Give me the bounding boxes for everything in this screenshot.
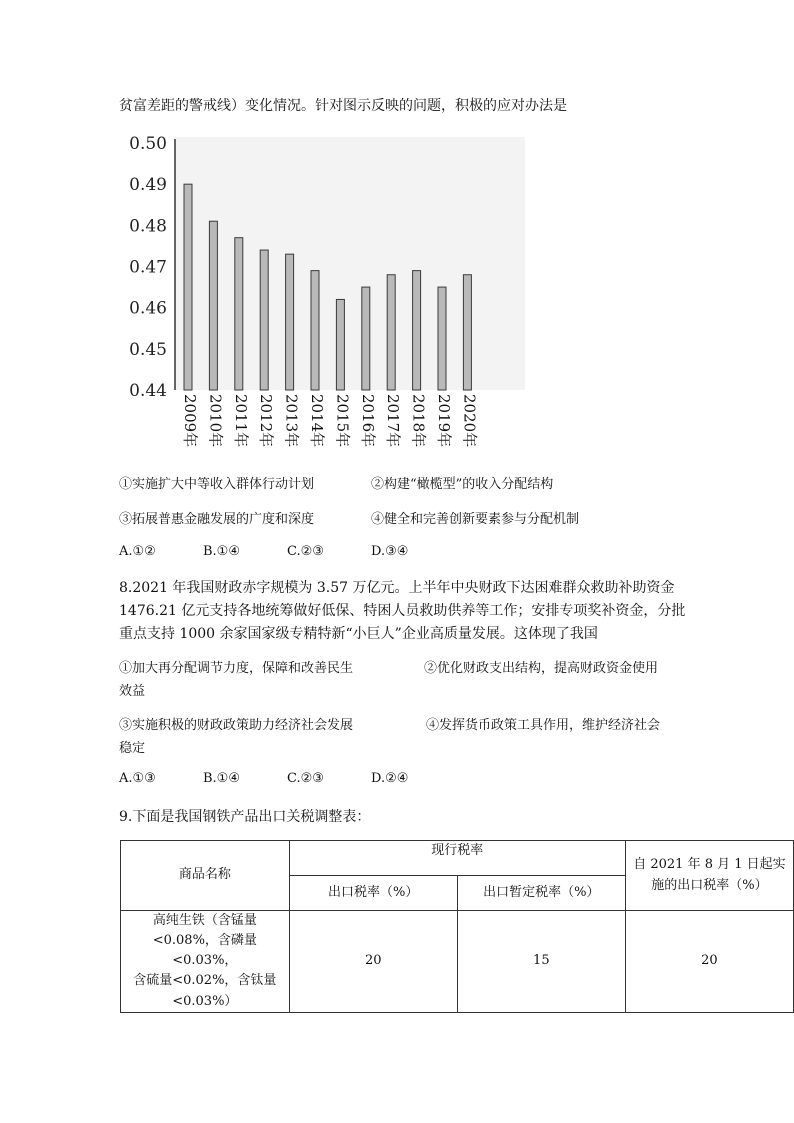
q8-stem-line2: 1476.21 亿元支持各地统筹做好低保、特困人员救助供养等工作；安排专项奖补资金，分批 xyxy=(119,603,686,619)
header-new-rate-line1: 自 2021 年 8 月 1 日起实 xyxy=(633,857,786,873)
x-tick-label: 2018年 xyxy=(409,394,428,448)
bar xyxy=(311,271,319,390)
q8-stem-line3: 重点支持 1000 余家国家级专精特新“小巨人”企业高质量发展。这体现了我国 xyxy=(119,626,598,642)
header-product-name: 商品名称 xyxy=(121,841,290,911)
x-tick-label: 2014年 xyxy=(308,394,326,448)
bar xyxy=(286,254,294,390)
q7-answer-b: B.①④ xyxy=(203,544,240,559)
product-name-line2: <0.08%，含磷量<0.03%， xyxy=(152,933,257,969)
x-tick-label: 2011年 xyxy=(231,394,250,448)
q8-option-1: ①加大再分配调节力度，保障和改善民生 xyxy=(119,661,354,676)
x-tick-label: 2019年 xyxy=(435,394,453,448)
question-7-stem: 贫富差距的警戒线）变化情况。针对图示反映的问题，积极的应对办法是 xyxy=(119,98,567,114)
export-tariff-table xyxy=(120,840,794,1013)
bar xyxy=(209,221,217,390)
y-tick-label: 0.47 xyxy=(129,257,167,278)
bar xyxy=(184,184,192,390)
q8-option-2: ②优化财政支出结构，提高财政资金使用 xyxy=(424,661,659,676)
x-tick-label: 2020年 xyxy=(460,394,479,448)
product-name-line1: 高纯生铁（含锰量 xyxy=(152,913,257,928)
y-tick-label: 0.45 xyxy=(129,339,167,360)
q8-option-4-continued: 稳定 xyxy=(119,741,146,756)
bar xyxy=(362,287,370,390)
q7-option-2: ②构建“橄榄型”的收入分配结构 xyxy=(371,477,554,492)
q9-stem: 9.下面是我国钢铁产品出口关税调整表： xyxy=(119,809,371,825)
cell-export-rate: 20 xyxy=(289,911,457,1013)
product-name-line4: <0.03%） xyxy=(172,993,238,1009)
y-tick-label: 0.48 xyxy=(129,216,167,237)
x-tick-label: 2015年 xyxy=(333,394,352,448)
x-tick-label: 2009年 xyxy=(181,394,199,448)
q7-answer-d: D.③④ xyxy=(371,544,409,559)
header-new-rate xyxy=(625,841,793,911)
q7-answer-a: A.①② xyxy=(119,544,156,559)
x-tick-label: 2017年 xyxy=(384,394,403,448)
cell-product-name xyxy=(121,911,290,1013)
q8-answer-c: C.②③ xyxy=(287,771,324,786)
q8-stem-line1: 8.2021 年我国财政赤字规模为 3.57 万亿元。上半年中央财政下达困难群众救助补助资金 xyxy=(119,580,675,596)
plot-background xyxy=(175,137,525,390)
x-tick-label: 2010年 xyxy=(206,394,225,448)
bar xyxy=(260,250,268,390)
bar xyxy=(336,299,344,390)
q7-option-4: ④健全和完善创新要素参与分配机制 xyxy=(371,512,580,527)
bar xyxy=(387,275,395,390)
y-tick-label: 0.49 xyxy=(129,175,167,196)
x-tick-label: 2013年 xyxy=(282,394,301,448)
q7-option-1: ①实施扩大中等收入群体行动计划 xyxy=(119,477,315,492)
q7-option-3: ③拓展普惠金融发展的广度和深度 xyxy=(119,512,315,527)
cell-new-rate: 20 xyxy=(625,911,793,1013)
q8-option-2-continued: 效益 xyxy=(119,684,146,699)
q8-option-4: ④发挥货币政策工具作用，维护经济社会 xyxy=(426,718,661,733)
cell-temporary-rate: 15 xyxy=(457,911,625,1013)
q7-answer-c: C.②③ xyxy=(287,544,324,559)
product-name-line3: 含硫量<0.02%，含钛量 xyxy=(133,973,277,989)
q8-answer-b: B.①④ xyxy=(203,771,240,786)
x-tick-label: 2016年 xyxy=(358,394,377,448)
header-temporary-rate: 出口暂定税率（%） xyxy=(457,876,625,911)
table-row xyxy=(121,911,794,1013)
x-tick-label: 2012年 xyxy=(257,394,276,448)
gini-bar-chart xyxy=(117,125,527,455)
bar xyxy=(438,287,446,390)
y-tick-label: 0.50 xyxy=(129,134,167,154)
header-new-rate-line2: 施的出口税率（%） xyxy=(651,877,768,893)
y-tick-label: 0.46 xyxy=(129,298,167,319)
header-current-rate: 现行税率 xyxy=(289,841,625,876)
q8-option-3: ③实施积极的财政政策助力经济社会发展 xyxy=(119,718,354,733)
q8-answer-d: D.②④ xyxy=(371,771,409,786)
header-export-rate: 出口税率（%） xyxy=(289,876,457,911)
y-tick-label: 0.44 xyxy=(129,381,167,401)
bar xyxy=(413,271,421,390)
q8-answer-a: A.①③ xyxy=(119,771,156,786)
bar xyxy=(235,238,243,390)
bar xyxy=(463,275,471,390)
